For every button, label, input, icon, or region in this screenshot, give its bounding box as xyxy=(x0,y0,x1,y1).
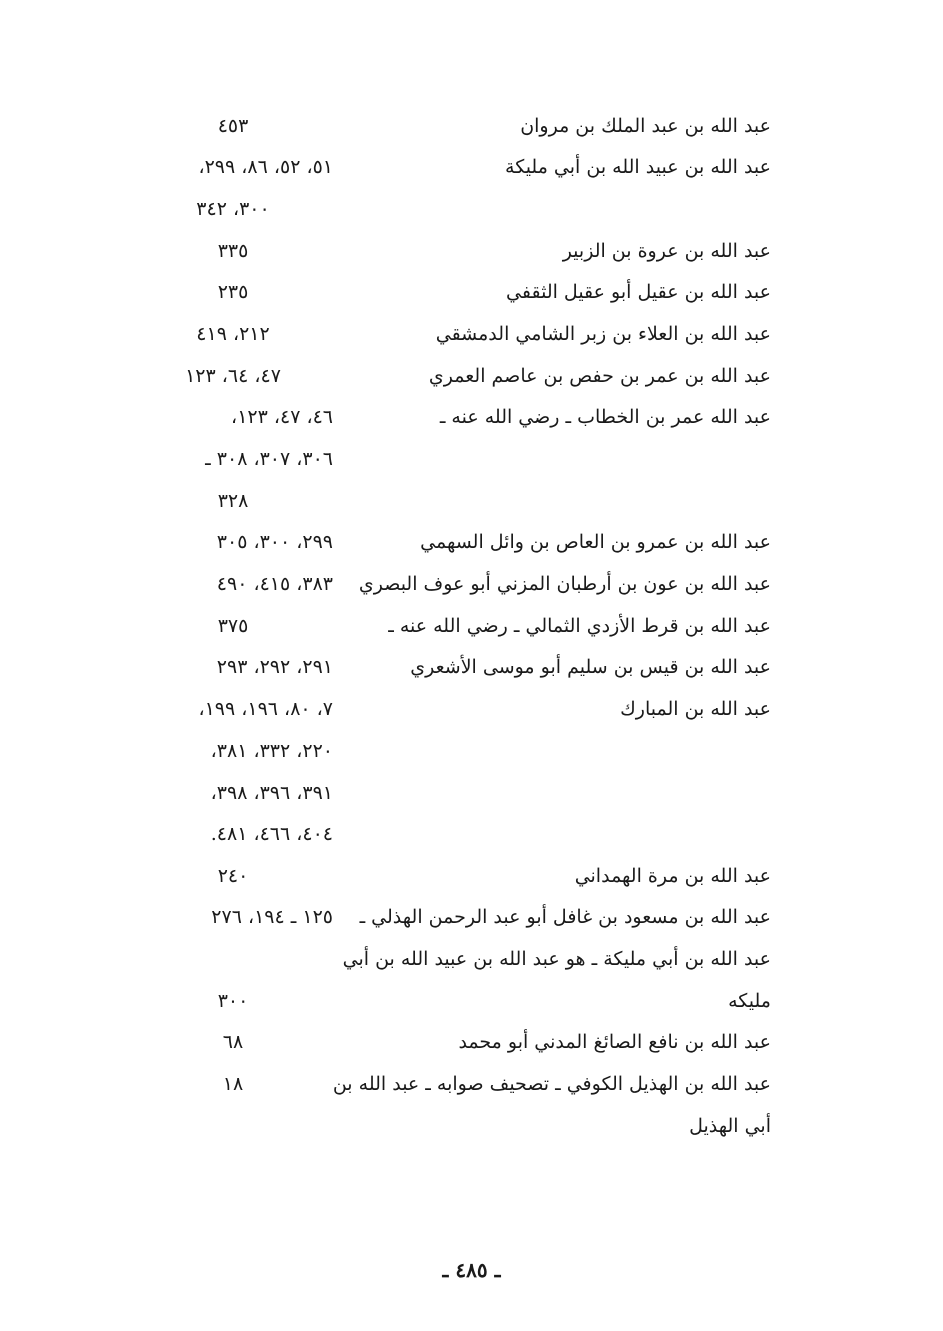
entry-name: عبد الله بن مرة الهمداني xyxy=(574,865,771,887)
entry-name: عبد الله بن العلاء بن زبر الشامي الدمشقي xyxy=(435,323,771,345)
entry-name: عبد الله بن الهذيل الكوفي ـ تصحيف صوابه ـ عبد الله بن xyxy=(332,1073,771,1095)
entry-pages: ١٢٥ ـ ١٩٤، ٢٧٦ xyxy=(211,906,333,928)
entry-pages-continued: ٣٠٦، ٣٠٧، ٣٠٨ ـ xyxy=(205,448,333,470)
entry-pages: ٧، ٨٠، ١٩٦، ١٩٩، xyxy=(198,698,333,720)
entry-pages: ٥١، ٥٢، ٨٦، ٢٩٩، xyxy=(198,156,333,178)
entry-pages-continued: ٢٢٠، ٣٣٢، ٣٨١، xyxy=(210,740,333,762)
entry-pages: ٦٨ xyxy=(222,1031,244,1053)
entry-pages: ١٨ xyxy=(222,1073,244,1095)
entry-pages: ٤٦، ٤٧، ١٢٣، xyxy=(231,406,333,428)
entry-name: عبد الله بن عمر بن حفص بن عاصم العمري xyxy=(428,365,771,387)
entry-name-continued: أبي الهذيل xyxy=(689,1115,771,1137)
entry-pages: ٣٨٣، ٤١٥، ٤٩٠ xyxy=(216,573,333,595)
entry-name: عبد الله بن عون بن أرطبان المزني أبو عوف البصري xyxy=(358,573,771,595)
entry-name: عبد الله بن قيس بن سليم أبو موسى الأشعري xyxy=(410,656,771,678)
entry-pages: ٣٣٥ xyxy=(217,240,249,262)
entry-name: عبد الله عمر بن الخطاب ـ رضي الله عنه ـ xyxy=(439,406,771,428)
entry-name: عبد الله بن نافع الصائغ المدني أبو محمد xyxy=(458,1031,771,1053)
entry-pages-continued: ٣٢٨ xyxy=(217,490,249,512)
entry-name: عبد الله بن عمرو بن العاص بن وائل السهمي xyxy=(420,531,771,553)
entry-pages: ٢١٢، ٤١٩ xyxy=(196,323,270,345)
entry-name: عبد الله بن عبيد الله بن أبي مليكة xyxy=(505,156,771,178)
entry-name: عبد الله بن مسعود بن غافل أبو عبد الرحمن الهذلي ـ xyxy=(359,906,771,928)
entry-pages-continued: ٣٩١، ٣٩٦، ٣٩٨، xyxy=(210,782,333,804)
entry-name: عبد الله بن عقيل أبو عقيل الثقفي xyxy=(506,281,771,303)
entry-pages-continued: ٣٠٠، ٣٤٢ xyxy=(196,198,270,220)
entry-pages: ٤٧، ٦٤، ١٢٣ xyxy=(185,365,281,387)
entry-pages: ٢٩١، ٢٩٢، ٢٩٣ xyxy=(216,656,333,678)
entry-name: عبد الله بن عبد الملك بن مروان xyxy=(520,115,771,137)
entry-name: عبد الله بن أبي مليكة ـ هو عبد الله بن عبيد الله بن أبي xyxy=(342,948,771,970)
entry-pages: ٣٠٠ xyxy=(217,990,249,1012)
entry-pages: ٢٤٠ xyxy=(217,865,249,887)
entry-pages-continued: ٤٠٤، ٤٦٦، ٤٨١. xyxy=(210,823,333,845)
entry-pages: ٣٧٥ xyxy=(217,615,249,637)
entry-name: عبد الله بن عروة بن الزبير xyxy=(562,240,771,262)
entry-pages: ٢٩٩، ٣٠٠، ٣٠٥ xyxy=(216,531,333,553)
entry-name-continued: مليكه xyxy=(728,990,771,1012)
entry-pages: ٢٣٥ xyxy=(217,281,249,303)
page-number: ـ ٤٨٥ ـ xyxy=(442,1258,501,1282)
entry-pages: ٤٥٣ xyxy=(217,115,249,137)
entry-name: عبد الله بن قرط الأزدي الثمالي ـ رضي الله عنه ـ xyxy=(388,615,771,637)
entry-name: عبد الله بن المبارك xyxy=(620,698,771,720)
